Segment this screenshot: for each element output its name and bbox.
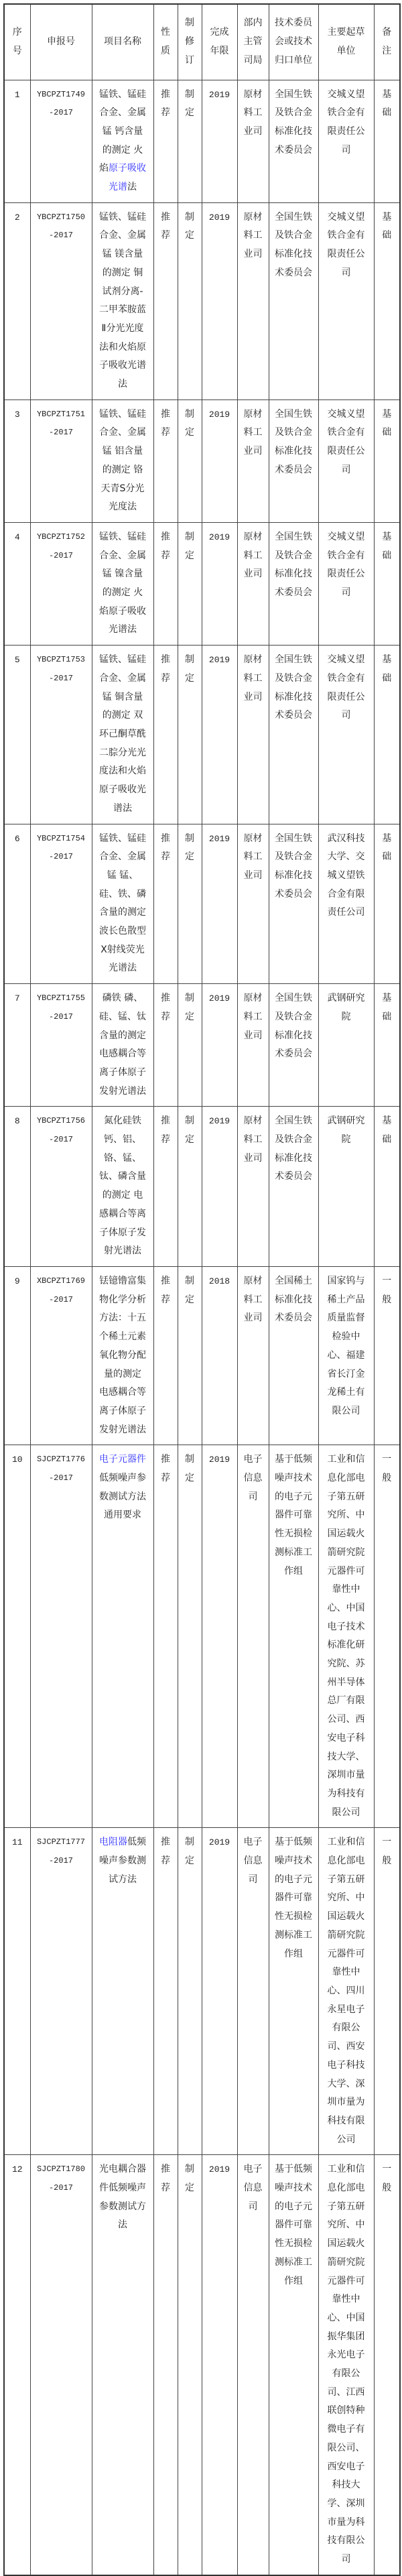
table-row — [4, 1266, 400, 1445]
cell-completion-year: 2019 — [202, 984, 237, 1107]
cell-project-name — [92, 522, 153, 645]
cell-nature: 推荐 — [153, 80, 178, 202]
table-row — [4, 1107, 400, 1267]
cell-committee: 全国生铁及铁合金标准化技术委员会 — [269, 646, 318, 824]
cell-project-name — [92, 1107, 153, 1267]
cell-department: 原材料工业司 — [237, 80, 269, 202]
table-row — [4, 1828, 400, 2155]
project-name-text: 氮化硅铁 钙、铝、铬、锰、钛、磷含量的测定 电感耦合等离子体原子发射光谱法 — [99, 1115, 146, 1257]
project-name-text: 铥镱镥富集物化学分析方法：十五个稀土元素氧化物分配量的测定 电感耦合等离子体原子发射光谱法 — [99, 1275, 146, 1435]
project-name-text: 低频噪声参数测试方法通用要求 — [99, 1473, 146, 1521]
cell-report-no: SJCPZT1780-2017 — [30, 2155, 92, 2575]
cell-revision: 制定 — [178, 984, 202, 1107]
cell-department: 原材料工业司 — [237, 646, 269, 824]
table-body — [4, 80, 400, 2575]
table-header-row — [4, 4, 400, 80]
cell-report-no: YBCPZT1750-2017 — [30, 202, 92, 400]
cell-revision: 制定 — [178, 400, 202, 522]
cell-seq: 6 — [4, 824, 30, 984]
cell-department: 原材料工业司 — [237, 824, 269, 984]
cell-revision: 制定 — [178, 1445, 202, 1828]
cell-report-no: YBCPZT1752-2017 — [30, 522, 92, 645]
cell-project-name — [92, 2155, 153, 2575]
cell-project-name — [92, 646, 153, 824]
cell-project-name — [92, 202, 153, 400]
table-row — [4, 202, 400, 400]
cell-nature: 推荐 — [153, 1828, 178, 2155]
cell-drafting-unit: 武汉科技大学、交城义望铁合金有限责任公司 — [318, 824, 374, 984]
cell-remark: 一般 — [374, 1828, 400, 2155]
project-name-link[interactable]: 电阻器 — [99, 1837, 127, 1848]
cell-revision: 制定 — [178, 1107, 202, 1267]
cell-seq: 4 — [4, 522, 30, 645]
cell-remark: 一般 — [374, 1266, 400, 1445]
cell-department: 原材料工业司 — [237, 202, 269, 400]
header-department: 部内主管司局 — [237, 4, 269, 80]
cell-nature: 推荐 — [153, 522, 178, 645]
cell-drafting-unit: 交城义望铁合金有限责任公司 — [318, 202, 374, 400]
cell-remark: 基础 — [374, 522, 400, 645]
cell-revision: 制定 — [178, 202, 202, 400]
cell-committee: 基于低频噪声技术的电子元器件可靠性无损检测标准工作组 — [269, 1828, 318, 2155]
cell-committee: 全国生铁及铁合金标准化技术委员会 — [269, 824, 318, 984]
cell-remark: 基础 — [374, 400, 400, 522]
header-committee: 技术委员会或技术归口单位 — [269, 4, 318, 80]
cell-nature: 推荐 — [153, 646, 178, 824]
cell-seq: 2 — [4, 202, 30, 400]
header-completion-year: 完成年限 — [202, 4, 237, 80]
cell-nature: 推荐 — [153, 400, 178, 522]
header-project-name: 项目名称 — [92, 4, 153, 80]
cell-revision: 制定 — [178, 522, 202, 645]
cell-project-name — [92, 1828, 153, 2155]
cell-committee: 全国生铁及铁合金标准化技术委员会 — [269, 202, 318, 400]
cell-committee: 基于低频噪声技术的电子元器件可靠性无损检测标准工作组 — [269, 2155, 318, 2575]
header-seq: 序号 — [4, 4, 30, 80]
cell-nature: 推荐 — [153, 202, 178, 400]
cell-report-no: SJCPZT1777-2017 — [30, 1828, 92, 2155]
cell-nature: 推荐 — [153, 1107, 178, 1267]
cell-seq: 7 — [4, 984, 30, 1107]
cell-drafting-unit: 工业和信息化部电子第五研究所、中国运载火箭研究院元器件可靠性中心、中国振华集团永光电子有限公司、江西联创特种微电子有限公司、西安电子科技大学、深圳市量为科技有限公司 — [318, 2155, 374, 2575]
cell-committee: 全国生铁及铁合金标准化技术委员会 — [269, 80, 318, 202]
cell-completion-year: 2019 — [202, 80, 237, 202]
cell-nature: 推荐 — [153, 1266, 178, 1445]
cell-committee: 全国生铁及铁合金标准化技术委员会 — [269, 984, 318, 1107]
cell-report-no: YBCPZT1754-2017 — [30, 824, 92, 984]
cell-drafting-unit: 交城义望铁合金有限责任公司 — [318, 522, 374, 645]
cell-seq: 8 — [4, 1107, 30, 1267]
header-remark: 备注 — [374, 4, 400, 80]
cell-committee: 基于低频噪声技术的电子元器件可靠性无损检测标准工作组 — [269, 1445, 318, 1828]
header-revision: 制修订 — [178, 4, 202, 80]
cell-drafting-unit: 交城义望铁合金有限责任公司 — [318, 80, 374, 202]
cell-remark: 基础 — [374, 202, 400, 400]
cell-completion-year: 2019 — [202, 2155, 237, 2575]
table-row — [4, 1445, 400, 1828]
cell-report-no: SJCPZT1776-2017 — [30, 1445, 92, 1828]
project-name-text: 低频噪声参数测试方法 — [99, 1837, 146, 1885]
cell-project-name — [92, 1266, 153, 1445]
table-row — [4, 2155, 400, 2575]
table-row — [4, 522, 400, 645]
project-name-link[interactable]: 原子吸收光谱 — [109, 163, 146, 193]
cell-report-no: YBCPZT1753-2017 — [30, 646, 92, 824]
cell-drafting-unit: 工业和信息化部电子第五研究所、中国运载火箭研究院元器件可靠性中心、中国电子技术标准化研究院、苏州半导体总厂有限公司、西安电子科技大学、深圳市量为科技有限公司 — [318, 1445, 374, 1828]
table-row — [4, 400, 400, 522]
cell-department: 原材料工业司 — [237, 522, 269, 645]
cell-project-name — [92, 1445, 153, 1828]
cell-department: 原材料工业司 — [237, 984, 269, 1107]
project-name-text: 锰铁、锰硅合金、金属锰 铜含量的测定 双环己酮草酰二腙分光光度法和火焰原子吸收光谱法 — [99, 654, 146, 814]
project-name-text: 锰铁、锰硅合金、金属锰 镁含量的测定 铜试剂分离-二甲苯胺蓝Ⅱ分光光度法和火焰原子吸收光谱法 — [99, 211, 146, 390]
cell-drafting-unit: 武钢研究院 — [318, 984, 374, 1107]
cell-report-no: YBCPZT1755-2017 — [30, 984, 92, 1107]
cell-remark: 基础 — [374, 646, 400, 824]
cell-nature: 推荐 — [153, 2155, 178, 2575]
cell-drafting-unit: 交城义望铁合金有限责任公司 — [318, 646, 374, 824]
cell-completion-year: 2019 — [202, 1445, 237, 1828]
cell-completion-year: 2019 — [202, 202, 237, 400]
cell-seq: 10 — [4, 1445, 30, 1828]
cell-project-name — [92, 824, 153, 984]
cell-drafting-unit: 国家钨与稀土产品质量监督检验中心、福建省长汀金龙稀土有限公司 — [318, 1266, 374, 1445]
project-name-text: 锰铁、锰硅合金、金属锰 镍含量的测定 火焰原子吸收光谱法 — [99, 531, 146, 635]
cell-committee: 全国生铁及铁合金标准化技术委员会 — [269, 1107, 318, 1267]
project-name-text: 锰铁、锰硅合金、金属锰 钙含量的测定 火焰 — [99, 88, 146, 174]
cell-seq: 5 — [4, 646, 30, 824]
cell-nature: 推荐 — [153, 984, 178, 1107]
cell-completion-year: 2019 — [202, 1107, 237, 1267]
cell-completion-year: 2019 — [202, 400, 237, 522]
header-report-no: 申报号 — [30, 4, 92, 80]
cell-committee: 全国生铁及铁合金标准化技术委员会 — [269, 522, 318, 645]
cell-drafting-unit: 交城义望铁合金有限责任公司 — [318, 400, 374, 522]
cell-completion-year: 2018 — [202, 1266, 237, 1445]
cell-project-name — [92, 80, 153, 202]
cell-department: 原材料工业司 — [237, 400, 269, 522]
cell-drafting-unit: 工业和信息化部电子第五研究所、中国运载火箭研究院元器件可靠性中心、四川永星电子有限公司、西安电子科技大学、深圳市量为科技有限公司 — [318, 1828, 374, 2155]
cell-report-no: XBCPZT1769-2017 — [30, 1266, 92, 1445]
table-row — [4, 80, 400, 202]
project-name-text: 磷铁 磷、硅、锰、钛含量的测定 电感耦合等离子体原子发射光谱法 — [99, 993, 146, 1097]
cell-project-name — [92, 984, 153, 1107]
cell-remark: 一般 — [374, 2155, 400, 2575]
cell-department: 电子信息司 — [237, 1828, 269, 2155]
cell-remark: 一般 — [374, 1445, 400, 1828]
cell-committee: 全国稀土标准化技术委员会 — [269, 1266, 318, 1445]
project-name-text: 锰铁、锰硅合金、金属锰 铝含量的测定 铬天青S分光光度法 — [99, 408, 146, 513]
cell-remark: 基础 — [374, 1107, 400, 1267]
table-row — [4, 984, 400, 1107]
cell-department: 原材料工业司 — [237, 1266, 269, 1445]
cell-remark: 基础 — [374, 984, 400, 1107]
cell-completion-year: 2019 — [202, 824, 237, 984]
cell-completion-year: 2019 — [202, 1828, 237, 2155]
cell-seq: 1 — [4, 80, 30, 202]
project-name-link[interactable]: 电子元器件 — [99, 1454, 146, 1465]
cell-committee: 全国生铁及铁合金标准化技术委员会 — [269, 400, 318, 522]
cell-completion-year: 2019 — [202, 522, 237, 645]
cell-nature: 推荐 — [153, 824, 178, 984]
cell-project-name — [92, 400, 153, 522]
cell-drafting-unit: 武钢研究院 — [318, 1107, 374, 1267]
cell-revision: 制定 — [178, 824, 202, 984]
cell-report-no: YBCPZT1751-2017 — [30, 400, 92, 522]
cell-revision: 制定 — [178, 80, 202, 202]
cell-department: 原材料工业司 — [237, 1107, 269, 1267]
cell-nature: 推荐 — [153, 1445, 178, 1828]
table-row — [4, 646, 400, 824]
cell-seq: 12 — [4, 2155, 30, 2575]
cell-revision: 制定 — [178, 1828, 202, 2155]
cell-report-no: YBCPZT1749-2017 — [30, 80, 92, 202]
cell-revision: 制定 — [178, 646, 202, 824]
header-nature: 性质 — [153, 4, 178, 80]
project-name-text: 法 — [127, 182, 137, 193]
cell-completion-year: 2019 — [202, 646, 237, 824]
project-name-text: 锰铁、锰硅合金、金属锰 锰、硅、铁、磷含量的测定 波长色散型X射线荧光光谱法 — [99, 833, 146, 974]
project-name-text: 光电耦合器件低频噪声参数测试方法 — [99, 2164, 146, 2231]
table-row — [4, 824, 400, 984]
standards-project-table — [3, 3, 401, 2576]
cell-revision: 制定 — [178, 2155, 202, 2575]
cell-department: 电子信息司 — [237, 2155, 269, 2575]
cell-report-no: YBCPZT1756-2017 — [30, 1107, 92, 1267]
header-drafting-unit: 主要起草单位 — [318, 4, 374, 80]
cell-seq: 11 — [4, 1828, 30, 2155]
cell-seq: 3 — [4, 400, 30, 522]
cell-remark: 基础 — [374, 80, 400, 202]
cell-seq: 9 — [4, 1266, 30, 1445]
cell-revision: 制定 — [178, 1266, 202, 1445]
cell-remark: 基础 — [374, 824, 400, 984]
cell-department: 电子信息司 — [237, 1445, 269, 1828]
